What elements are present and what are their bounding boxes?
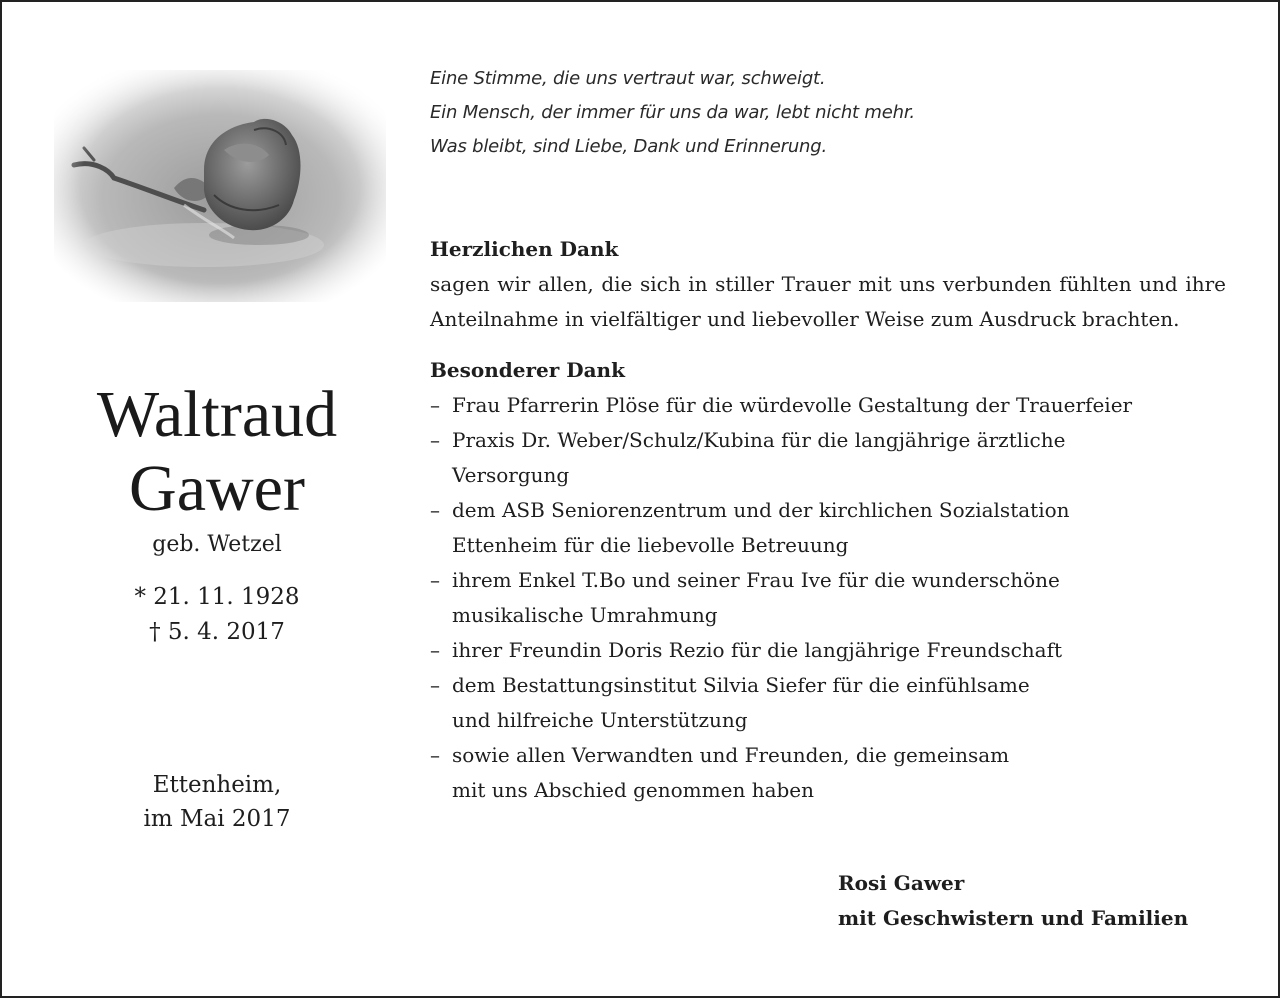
rose-photo xyxy=(54,70,386,302)
thanks-item-line: musikalische Umrahmung xyxy=(452,603,718,627)
dash-marker: – xyxy=(430,568,440,592)
thanks-item-line: und hilfreiche Unterstützung xyxy=(452,708,748,732)
quote-line: Eine Stimme, die uns vertraut war, schweigt. xyxy=(430,68,826,89)
dash-marker: – xyxy=(430,673,440,697)
dash-marker: – xyxy=(430,638,440,662)
signature-name: Rosi Gawer xyxy=(838,871,965,895)
last-name: Gawer xyxy=(129,452,305,525)
thanks-item-line: Ettenheim für die liebevolle Betreuung xyxy=(452,533,849,557)
rose-icon xyxy=(54,70,386,302)
thanks-item-line: mit uns Abschied genommen haben xyxy=(452,778,815,802)
maiden-name: geb. Wetzel xyxy=(152,532,282,557)
thanks-section xyxy=(430,232,1226,808)
signature xyxy=(838,866,1188,936)
thanks-item-line: Praxis Dr. Weber/Schulz/Kubina für die langjährige ärztliche xyxy=(452,428,1066,452)
first-name: Waltraud xyxy=(96,378,338,451)
thanks-item-line: ihrer Freundin Doris Rezio für die langjährige Freundschaft xyxy=(452,638,1063,662)
thanks-list-item xyxy=(430,738,1226,808)
thanks-list-item xyxy=(430,388,1226,423)
dash-marker: – xyxy=(430,743,440,767)
dash-marker: – xyxy=(430,498,440,522)
dash-marker: – xyxy=(430,428,440,452)
thanks-item-line: Versorgung xyxy=(452,463,570,487)
death-date: † 5. 4. 2017 xyxy=(149,619,285,645)
thanks-item-line: dem ASB Seniorenzentrum und der kirchlichen Sozialstation xyxy=(452,498,1070,522)
thanks-item-line: dem Bestattungsinstitut Silvia Siefer für die einfühlsame xyxy=(452,673,1030,697)
deceased-name xyxy=(42,378,392,526)
quote-line: Ein Mensch, der immer für uns da war, lebt nicht mehr. xyxy=(430,102,915,123)
thanks-list-item xyxy=(430,493,1226,563)
thanks-list-item xyxy=(430,633,1226,668)
thanks-text: sagen wir allen, die sich in stiller Trauer mit uns verbunden fühlten und ihre Anteilnahme in vielfältiger und liebevoller Weise zum Ausdruck brachten. xyxy=(430,272,1226,331)
place-line: Ettenheim, xyxy=(152,772,282,798)
thanks-list-item xyxy=(430,423,1226,493)
thanks-list-item xyxy=(430,563,1226,633)
date-line: im Mai 2017 xyxy=(143,806,291,832)
thanks-item-line: sowie allen Verwandten und Freunden, die gemeinsam xyxy=(452,743,1010,767)
special-thanks-list xyxy=(430,388,1226,808)
special-thanks-heading: Besonderer Dank xyxy=(430,358,625,382)
signature-family: mit Geschwistern und Familien xyxy=(838,906,1189,930)
thanks-item-line: ihrem Enkel T.Bo und seiner Frau Ive für die wunderschöne xyxy=(452,568,1060,592)
thanks-heading: Herzlichen Dank xyxy=(430,237,619,261)
dash-marker: – xyxy=(430,393,440,417)
quote-line: Was bleibt, sind Liebe, Dank und Erinnerung. xyxy=(430,136,827,157)
thanks-item-line: Frau Pfarrerin Plöse für die würdevolle Gestaltung der Trauerfeier xyxy=(452,393,1133,417)
birth-date: * 21. 11. 1928 xyxy=(134,584,300,610)
place-and-date xyxy=(42,768,392,836)
life-dates xyxy=(42,580,392,650)
thanks-list-item xyxy=(430,668,1226,738)
memorial-quote xyxy=(430,62,915,164)
